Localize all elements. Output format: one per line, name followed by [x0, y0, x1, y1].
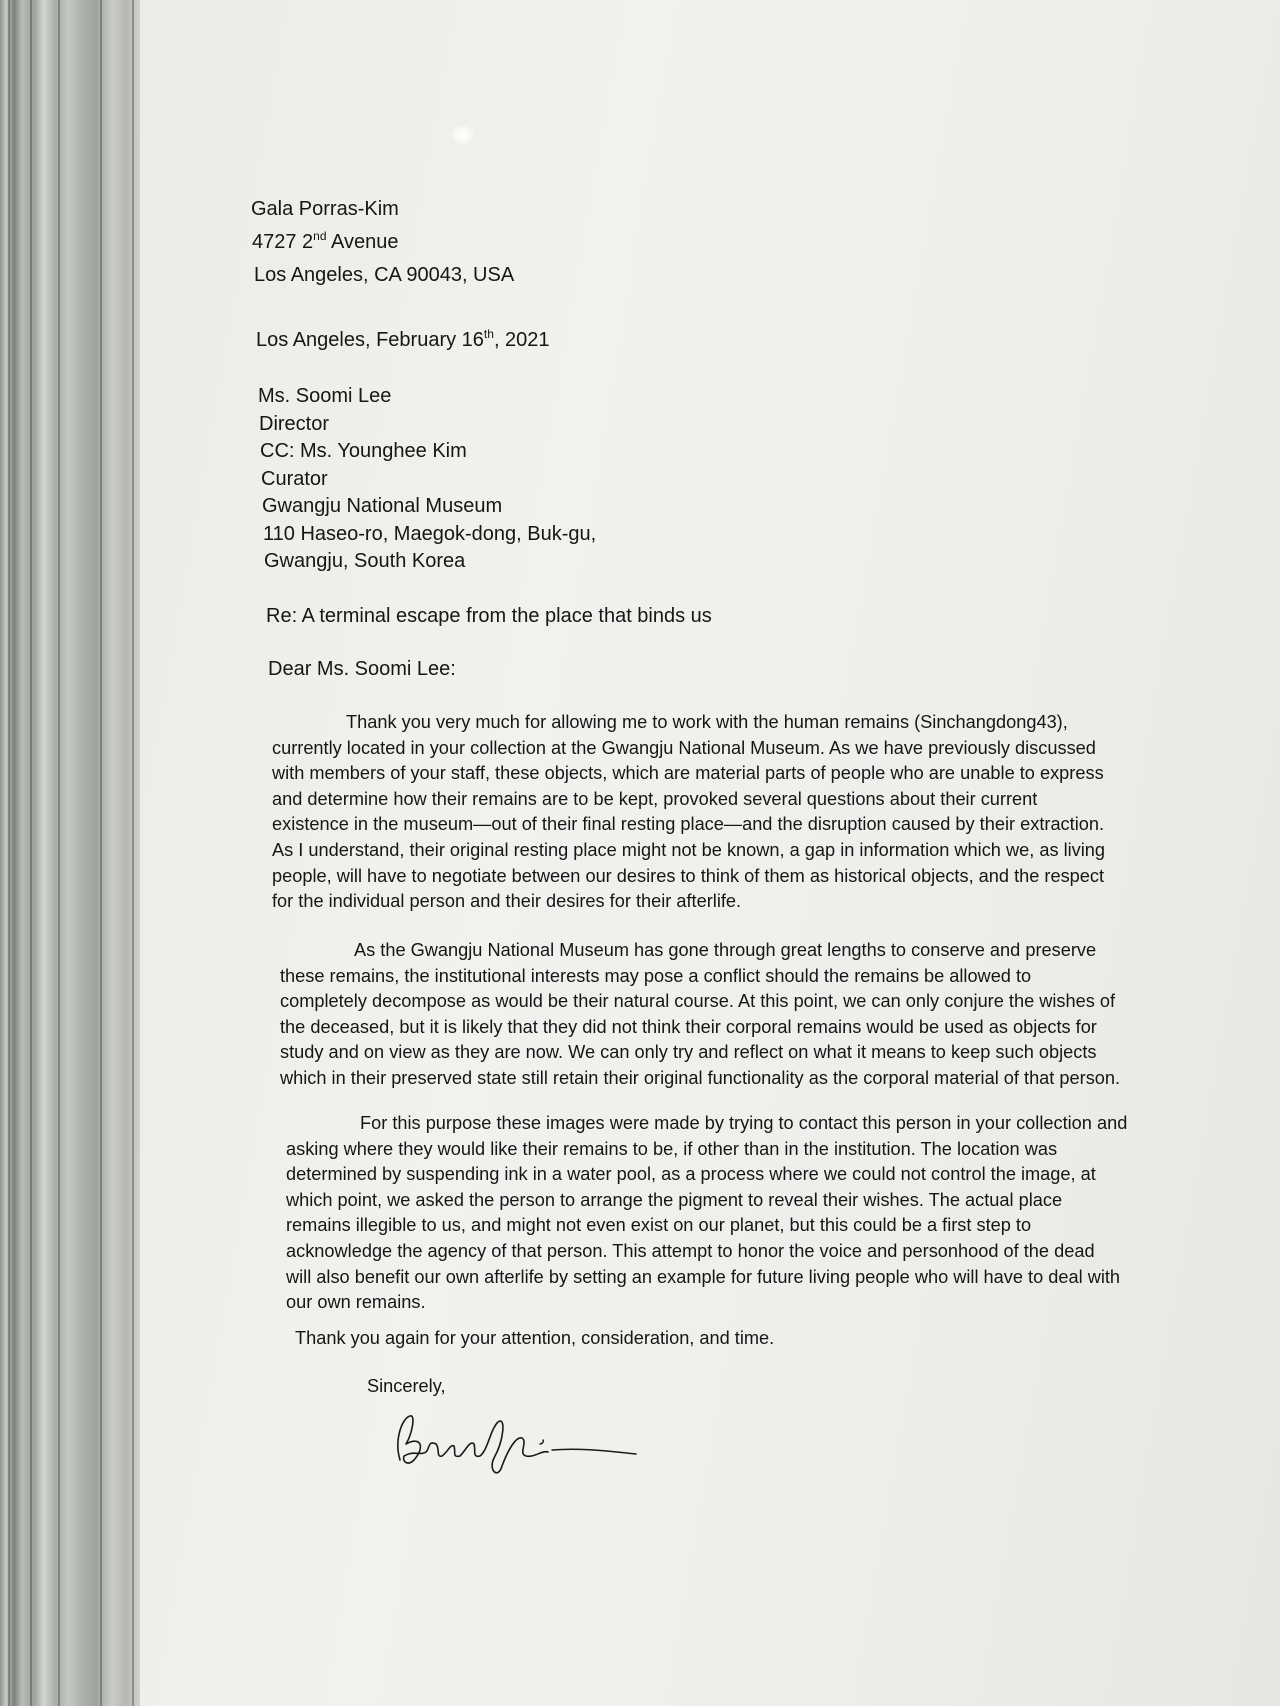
sender-city: Los Angeles, CA 90043, USA	[254, 264, 515, 286]
paragraph-line: completely decompose as would be their natural course. At this point, we can only conjure the wishes of	[280, 991, 1116, 1012]
letter-date: Los Angeles, February 16th, 2021	[256, 327, 550, 351]
paragraph-line: for the individual person and their desires for their afterlife.	[272, 891, 742, 912]
letter-subject: Re: A terminal escape from the place that binds us	[266, 605, 712, 627]
recipient-line: Gwangju National Museum	[262, 495, 503, 517]
paragraph-line: asking where they would like their remains to be, if other than in the institution. The location was	[286, 1138, 1058, 1159]
light-reflection	[452, 126, 474, 144]
paragraph-line: study and on view as they are now. We can only try and reflect on what it means to keep such objects	[280, 1042, 1097, 1063]
closing-thanks: Thank you again for your attention, consideration, and time.	[295, 1328, 775, 1348]
paragraph-line: determined by suspending ink in a water pool, as a process where we could not control the image, at	[286, 1164, 1096, 1185]
paragraph-line: our own remains.	[286, 1292, 426, 1313]
paragraph-line: the deceased, but it is likely that they did not think their corporal remains would be used as objects for	[280, 1016, 1097, 1037]
paragraph-line: currently located in your collection at the Gwangju National Museum. As we have previously discussed	[272, 737, 1096, 758]
paragraph-line: people, will have to negotiate between our desires to think of them as historical objects, and the respect	[272, 865, 1105, 886]
recipient-line: Curator	[261, 468, 328, 490]
recipient-line: Director	[259, 413, 330, 435]
paragraph-line: and determine how their remains are to be kept, provoked several questions about their current	[272, 788, 1038, 809]
frame-glass-edge	[0, 0, 150, 1706]
letter-salutation: Dear Ms. Soomi Lee:	[268, 658, 456, 680]
paragraph-line: acknowledge the agency of that person. This attempt to honor the voice and personhood of the dead	[286, 1240, 1095, 1261]
paragraph-line: remains illegible to us, and might not even exist on our planet, but this could be a first step to	[286, 1215, 1032, 1236]
paragraph-line: with members of your staff, these objects, which are material parts of people who are unable to express	[272, 763, 1104, 784]
paragraph-line: As I understand, their original resting place might not be known, a gap in information which we, as living	[272, 839, 1106, 860]
sender-name: Gala Porras-Kim	[251, 198, 399, 220]
paragraph-line: As the Gwangju National Museum has gone through great lengths to conserve and preserve	[354, 940, 1097, 960]
recipient-line: Ms. Soomi Lee	[258, 385, 392, 407]
paragraph-line: which point, we asked the person to arrange the pigment to reveal their wishes. The actual place	[286, 1189, 1063, 1210]
recipient-line: 110 Haseo-ro, Maegok-dong, Buk-gu,	[263, 523, 597, 545]
paragraph-line: existence in the museum—out of their final resting place—and the disruption caused by their extraction.	[272, 814, 1105, 835]
sender-street: 4727 2nd Avenue	[252, 229, 399, 253]
recipient-line: CC: Ms. Younghee Kim	[260, 440, 467, 462]
paragraph-line: which in their preserved state still retain their original functionality as the corporal material of that person.	[280, 1067, 1121, 1088]
paragraph-line: Thank you very much for allowing me to work with the human remains (Sinchangdong43),	[346, 712, 1068, 732]
body-paragraph-2	[280, 938, 1245, 1092]
paragraph-line: these remains, the institutional interests may pose a conflict should the remains be allowed to	[280, 965, 1032, 986]
signature	[380, 1400, 650, 1490]
body-paragraph-1	[272, 710, 1237, 915]
recipient-line: Gwangju, South Korea	[264, 550, 466, 572]
body-paragraph-3	[286, 1111, 1251, 1316]
sign-off: Sincerely,	[367, 1376, 446, 1396]
paragraph-line: will also benefit our own afterlife by setting an example for future living people who will have to deal with	[286, 1266, 1121, 1287]
paragraph-line: For this purpose these images were made by trying to contact this person in your collection and	[360, 1113, 1128, 1133]
